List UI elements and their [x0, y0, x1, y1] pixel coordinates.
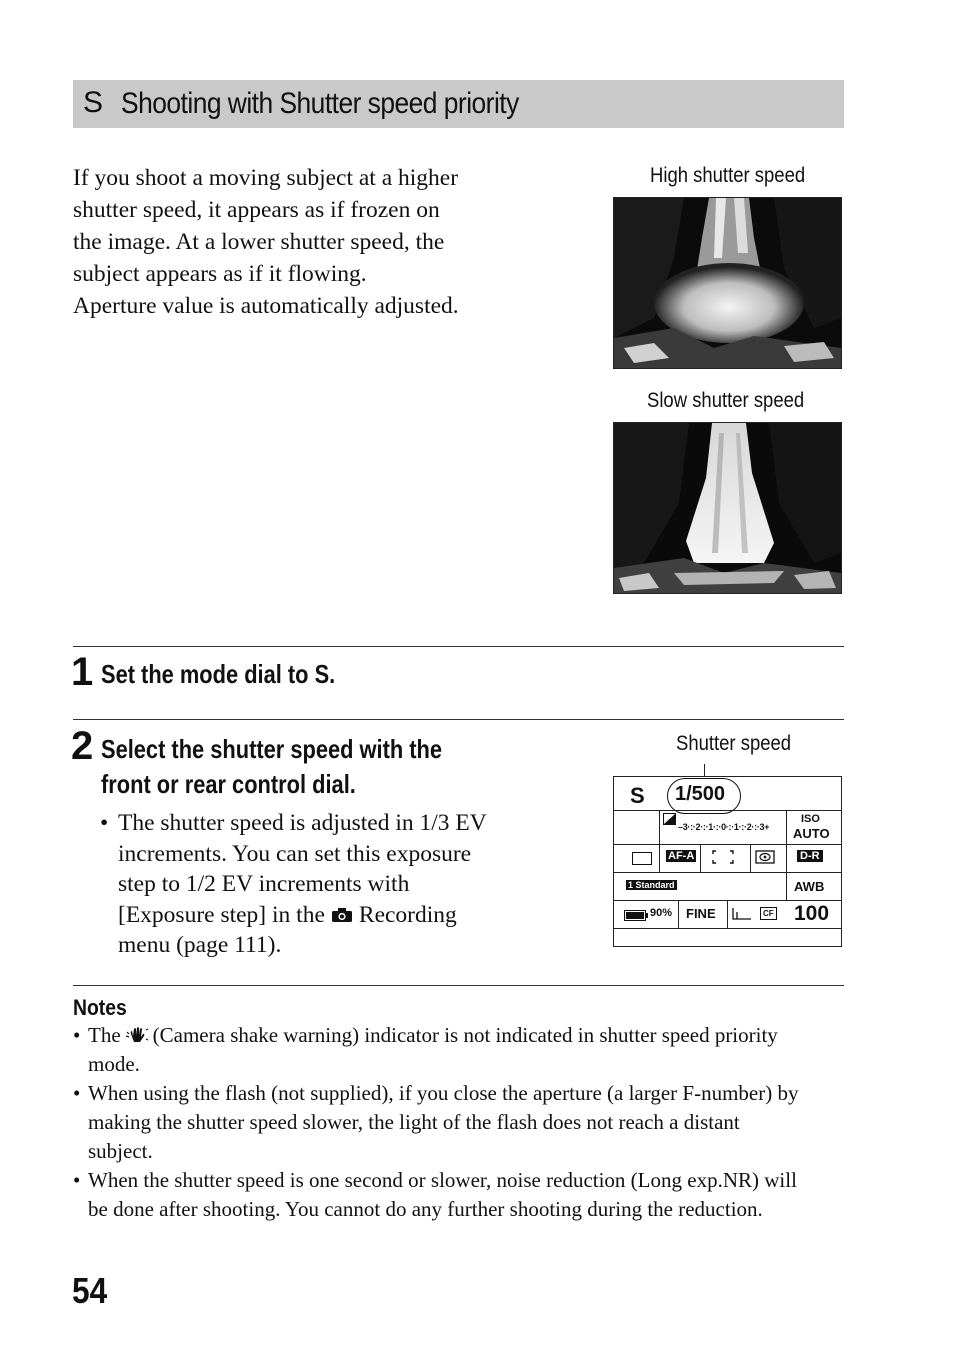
page-number: 54 [72, 1270, 108, 1311]
lcd-cell-divider [786, 810, 787, 844]
intro-line: Aperture value is automatically adjusted. [73, 293, 459, 319]
waterfall-photo-high-speed [613, 197, 842, 369]
lcd-mode-s: S [630, 783, 645, 808]
step-2-bullet [100, 808, 520, 961]
exposure-scale: –3·:·2·:·1·:·0·:·1·:·2·:·3+ [678, 822, 770, 832]
battery-icon [624, 908, 648, 926]
notes-title: Notes [73, 995, 127, 1020]
lcd-shutter-value: 1/500 [675, 783, 726, 805]
lcd-row-divider [614, 928, 841, 929]
step-2-number: 2 [71, 724, 94, 768]
image-quality: FINE [686, 906, 716, 921]
note-3-line: be done after shooting. You cannot do any further shooting during the reduction. [88, 1197, 763, 1221]
waterfall-photo-slow-speed [613, 422, 842, 594]
bullet-line: increments. You can set this exposure [118, 840, 472, 867]
bullet-marker: • [100, 810, 109, 836]
creative-style-badge [626, 880, 677, 890]
memory-card-icon: CF [760, 907, 777, 920]
bullet-line: The shutter speed is adjusted in 1/3 EV [118, 810, 487, 836]
bullet-line-4b: Recording [358, 901, 457, 928]
lcd-row-divider [614, 844, 841, 845]
note-item [73, 1079, 853, 1166]
divider-rule [73, 985, 844, 986]
notes-list [73, 1021, 853, 1224]
dro-badge: D-R [797, 850, 823, 862]
step-1-number: 1 [71, 650, 94, 694]
camera-icon [331, 901, 353, 917]
step-2-line-1: Select the shutter speed with the [101, 734, 443, 764]
image-size-icon [732, 907, 752, 925]
divider-rule [73, 719, 844, 720]
battery-percent: 90% [650, 907, 673, 919]
section-title: Shooting with Shutter speed priority [121, 87, 519, 120]
intro-line: If you shoot a moving subject at a higher [73, 165, 459, 191]
bullet-line-4 [118, 900, 520, 931]
lcd-cell-divider [678, 900, 679, 928]
white-balance-value: AWB [794, 879, 825, 894]
note-item [73, 1021, 853, 1079]
divider-rule [73, 646, 844, 647]
note-2-line: subject. [88, 1139, 153, 1163]
remaining-shots: 100 [794, 902, 830, 925]
lcd-display-diagram [613, 776, 842, 947]
step-1-text: Set the mode dial to S. [101, 659, 336, 689]
note-1-text-b: (Camera shake warning) indicator is not indicated in shutter speed priority [152, 1023, 778, 1047]
note-3-line: When the shutter speed is one second or slower, noise reduction (Long exp.NR) will [88, 1168, 797, 1192]
af-area-wide-icon [712, 850, 734, 869]
intro-line: subject appears as if it flowing. [73, 261, 367, 287]
note-item [73, 1166, 853, 1224]
bullet-line: step to 1/2 EV increments with [118, 871, 410, 897]
note-2-line: When using the flash (not supplied), if you close the aperture (a larger F-number) by [88, 1081, 799, 1105]
intro-paragraph [73, 162, 513, 322]
drive-single-icon [632, 852, 652, 865]
creative-style-number: 1 [628, 880, 634, 890]
metering-multi-icon [755, 850, 775, 869]
step-2-line-2: front or rear control dial. [101, 769, 356, 799]
lcd-cell-divider [786, 844, 787, 872]
lcd-cell-divider [786, 872, 787, 900]
lcd-cell-divider [700, 844, 701, 872]
intro-line: the image. At a lower shutter speed, the [73, 229, 445, 255]
lcd-row-divider [614, 810, 841, 811]
lcd-row-divider [614, 872, 841, 873]
note-1-text-c: mode. [88, 1052, 140, 1076]
lcd-cell-divider [659, 810, 660, 844]
iso-label: ISO [801, 813, 820, 825]
shutter-speed-callout-label: Shutter speed [676, 732, 792, 755]
note-1-text-a: The [88, 1023, 121, 1047]
slow-shutter-caption: Slow shutter speed [647, 389, 805, 412]
bullet-line: menu (page 111). [118, 932, 282, 958]
camera-shake-warning-icon [125, 1023, 149, 1041]
mode-s-label: S [83, 86, 104, 119]
note-bullet: • [73, 1081, 81, 1105]
note-bullet: • [73, 1023, 81, 1047]
lcd-cell-divider [750, 844, 751, 872]
iso-value: AUTO [793, 826, 830, 841]
lcd-cell-divider [659, 844, 660, 872]
note-2-line: making the shutter speed slower, the light of the flash does not reach a distant [88, 1110, 740, 1134]
note-bullet: • [73, 1168, 81, 1192]
high-shutter-caption: High shutter speed [650, 164, 806, 187]
section-title-bar [73, 80, 844, 128]
intro-line: shutter speed, it appears as if frozen on [73, 197, 440, 223]
bullet-line-4a: [Exposure step] in the [118, 901, 325, 928]
lcd-cell-divider [727, 900, 728, 928]
creative-style-name: Standard [635, 880, 675, 890]
exposure-comp-icon [663, 813, 676, 828]
af-mode-badge: AF-A [668, 850, 695, 862]
